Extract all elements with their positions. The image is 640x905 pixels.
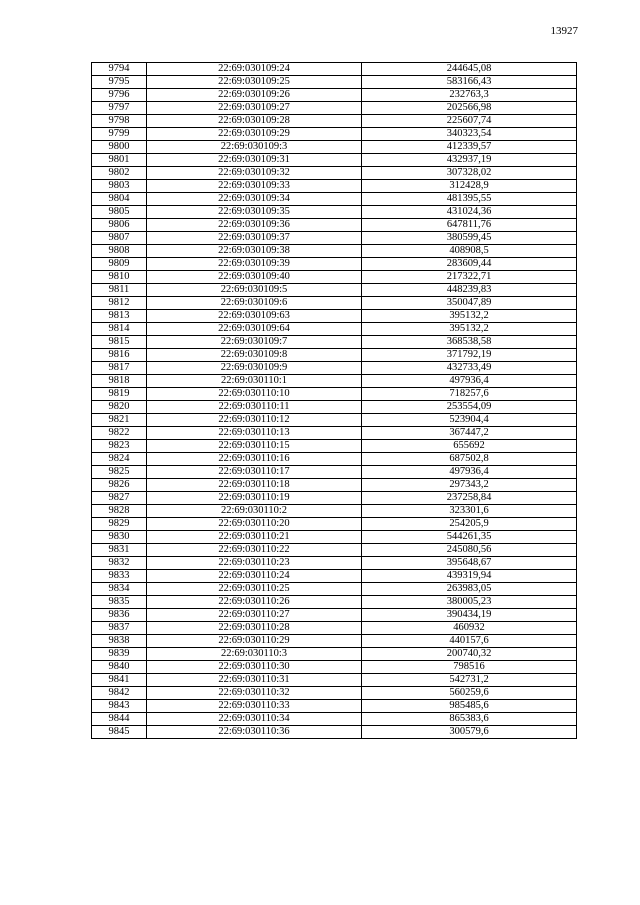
table-row: [92, 505, 577, 518]
row-number-cell: 9795: [92, 76, 147, 89]
cadastral-number-cell: 22:69:030109:63: [147, 310, 362, 323]
cadastral-number-cell: 22:69:030109:5: [147, 284, 362, 297]
table-row: [92, 245, 577, 258]
row-number-cell: 9845: [92, 726, 147, 739]
table-row: [92, 544, 577, 557]
cadastral-number-cell: 22:69:030110:34: [147, 713, 362, 726]
row-number-cell: 9799: [92, 128, 147, 141]
cadastral-value-cell: 439319,94: [362, 570, 577, 583]
row-number-cell: 9831: [92, 544, 147, 557]
cadastral-value-cell: 412339,57: [362, 141, 577, 154]
cadastral-value-cell: 542731,2: [362, 674, 577, 687]
cadastral-number-cell: 22:69:030110:12: [147, 414, 362, 427]
cadastral-value-cell: 380005,23: [362, 596, 577, 609]
table-row: [92, 167, 577, 180]
cadastral-number-cell: 22:69:030110:15: [147, 440, 362, 453]
cadastral-value-cell: 380599,45: [362, 232, 577, 245]
cadastral-value-cell: 408908,5: [362, 245, 577, 258]
cadastral-number-cell: 22:69:030110:21: [147, 531, 362, 544]
cadastral-number-cell: 22:69:030110:10: [147, 388, 362, 401]
row-number-cell: 9817: [92, 362, 147, 375]
cadastral-number-cell: 22:69:030109:7: [147, 336, 362, 349]
cadastral-value-cell: 367447,2: [362, 427, 577, 440]
row-number-cell: 9842: [92, 687, 147, 700]
cadastral-number-cell: 22:69:030109:3: [147, 141, 362, 154]
table-row: [92, 206, 577, 219]
cadastral-number-cell: 22:69:030110:18: [147, 479, 362, 492]
cadastral-value-cell: 245080,56: [362, 544, 577, 557]
row-number-cell: 9813: [92, 310, 147, 323]
table-row: [92, 700, 577, 713]
cadastral-number-cell: 22:69:030109:32: [147, 167, 362, 180]
table-row: [92, 596, 577, 609]
cadastral-number-cell: 22:69:030109:26: [147, 89, 362, 102]
row-number-cell: 9841: [92, 674, 147, 687]
row-number-cell: 9843: [92, 700, 147, 713]
cadastral-value-cell: 647811,76: [362, 219, 577, 232]
cadastral-value-cell: 583166,43: [362, 76, 577, 89]
row-number-cell: 9815: [92, 336, 147, 349]
table-row: [92, 102, 577, 115]
cadastral-number-cell: 22:69:030109:64: [147, 323, 362, 336]
table-row: [92, 414, 577, 427]
table-row: [92, 674, 577, 687]
row-number-cell: 9826: [92, 479, 147, 492]
table-row: [92, 427, 577, 440]
row-number-cell: 9806: [92, 219, 147, 232]
cadastral-value-cell: 431024,36: [362, 206, 577, 219]
cadastral-value-cell: 371792,19: [362, 349, 577, 362]
row-number-cell: 9825: [92, 466, 147, 479]
row-number-cell: 9794: [92, 63, 147, 76]
table-row: [92, 687, 577, 700]
cadastral-value-cell: 350047,89: [362, 297, 577, 310]
table-row: [92, 63, 577, 76]
cadastral-number-cell: 22:69:030109:25: [147, 76, 362, 89]
cadastral-number-cell: 22:69:030109:37: [147, 232, 362, 245]
table-row: [92, 661, 577, 674]
table-row: [92, 219, 577, 232]
cadastral-value-cell: 217322,71: [362, 271, 577, 284]
cadastral-value-cell: 237258,84: [362, 492, 577, 505]
cadastral-number-cell: 22:69:030109:33: [147, 180, 362, 193]
cadastral-number-cell: 22:69:030110:29: [147, 635, 362, 648]
row-number-cell: 9802: [92, 167, 147, 180]
table-row: [92, 141, 577, 154]
cadastral-value-cell: 460932: [362, 622, 577, 635]
table-row: [92, 336, 577, 349]
row-number-cell: 9808: [92, 245, 147, 258]
row-number-cell: 9821: [92, 414, 147, 427]
cadastral-value-cell: 340323,54: [362, 128, 577, 141]
cadastral-value-cell: 655692: [362, 440, 577, 453]
cadastral-value-cell: 432733,49: [362, 362, 577, 375]
row-number-cell: 9836: [92, 609, 147, 622]
row-number-cell: 9838: [92, 635, 147, 648]
row-number-cell: 9811: [92, 284, 147, 297]
cadastral-value-cell: 395132,2: [362, 323, 577, 336]
cadastral-value-cell: 497936,4: [362, 466, 577, 479]
cadastral-value-cell: 395648,67: [362, 557, 577, 570]
row-number-cell: 9844: [92, 713, 147, 726]
row-number-cell: 9800: [92, 141, 147, 154]
table-row: [92, 401, 577, 414]
cadastral-value-cell: 300579,6: [362, 726, 577, 739]
cadastral-number-cell: 22:69:030110:30: [147, 661, 362, 674]
row-number-cell: 9837: [92, 622, 147, 635]
table-row: [92, 258, 577, 271]
table-row: [92, 180, 577, 193]
cadastral-value-cell: 687502,8: [362, 453, 577, 466]
cadastral-number-cell: 22:69:030110:31: [147, 674, 362, 687]
cadastral-value-cell: 244645,08: [362, 63, 577, 76]
cadastral-number-cell: 22:69:030109:29: [147, 128, 362, 141]
table-row: [92, 622, 577, 635]
table-row: [92, 570, 577, 583]
cadastral-value-cell: 448239,83: [362, 284, 577, 297]
cadastral-number-cell: 22:69:030109:39: [147, 258, 362, 271]
row-number-cell: 9839: [92, 648, 147, 661]
row-number-cell: 9801: [92, 154, 147, 167]
cadastral-value-cell: 232763,3: [362, 89, 577, 102]
table-row: [92, 531, 577, 544]
cadastral-number-cell: 22:69:030110:1: [147, 375, 362, 388]
row-number-cell: 9827: [92, 492, 147, 505]
cadastral-number-cell: 22:69:030109:38: [147, 245, 362, 258]
cadastral-number-cell: 22:69:030109:40: [147, 271, 362, 284]
table-body: [92, 63, 577, 739]
cadastral-number-cell: 22:69:030110:22: [147, 544, 362, 557]
cadastral-value-cell: 523904,4: [362, 414, 577, 427]
cadastral-number-cell: 22:69:030110:11: [147, 401, 362, 414]
cadastral-value-cell: 368538,58: [362, 336, 577, 349]
row-number-cell: 9819: [92, 388, 147, 401]
cadastral-number-cell: 22:69:030110:23: [147, 557, 362, 570]
cadastral-number-cell: 22:69:030110:24: [147, 570, 362, 583]
table-row: [92, 284, 577, 297]
cadastral-value-cell: 985485,6: [362, 700, 577, 713]
cadastral-value-cell: 718257,6: [362, 388, 577, 401]
cadastral-number-cell: 22:69:030110:32: [147, 687, 362, 700]
row-number-cell: 9816: [92, 349, 147, 362]
cadastral-number-cell: 22:69:030109:35: [147, 206, 362, 219]
cadastral-value-cell: 865383,6: [362, 713, 577, 726]
row-number-cell: 9798: [92, 115, 147, 128]
table-row: [92, 492, 577, 505]
cadastral-value-cell: 202566,98: [362, 102, 577, 115]
row-number-cell: 9828: [92, 505, 147, 518]
table-row: [92, 440, 577, 453]
cadastral-number-cell: 22:69:030109:31: [147, 154, 362, 167]
row-number-cell: 9824: [92, 453, 147, 466]
row-number-cell: 9810: [92, 271, 147, 284]
table-row: [92, 557, 577, 570]
table-row: [92, 154, 577, 167]
row-number-cell: 9829: [92, 518, 147, 531]
table-row: [92, 479, 577, 492]
row-number-cell: 9834: [92, 583, 147, 596]
cadastral-value-cell: 481395,55: [362, 193, 577, 206]
table-row: [92, 375, 577, 388]
cadastral-value-cell: 263983,05: [362, 583, 577, 596]
row-number-cell: 9803: [92, 180, 147, 193]
cadastral-value-cell: 544261,35: [362, 531, 577, 544]
table-row: [92, 128, 577, 141]
cadastral-value-cell: 560259,6: [362, 687, 577, 700]
row-number-cell: 9805: [92, 206, 147, 219]
cadastral-number-cell: 22:69:030110:3: [147, 648, 362, 661]
cadastral-value-cell: 323301,6: [362, 505, 577, 518]
table-row: [92, 518, 577, 531]
row-number-cell: 9818: [92, 375, 147, 388]
row-number-cell: 9814: [92, 323, 147, 336]
table-row: [92, 648, 577, 661]
row-number-cell: 9822: [92, 427, 147, 440]
cadastral-value-cell: 307328,02: [362, 167, 577, 180]
cadastral-value-cell: 200740,32: [362, 648, 577, 661]
cadastral-value-cell: 390434,19: [362, 609, 577, 622]
row-number-cell: 9807: [92, 232, 147, 245]
table-row: [92, 115, 577, 128]
row-number-cell: 9830: [92, 531, 147, 544]
page-number: 13927: [550, 25, 578, 37]
row-number-cell: 9797: [92, 102, 147, 115]
cadastral-value-cell: 497936,4: [362, 375, 577, 388]
row-number-cell: 9796: [92, 89, 147, 102]
cadastral-number-cell: 22:69:030110:28: [147, 622, 362, 635]
table-row: [92, 297, 577, 310]
table-row: [92, 713, 577, 726]
cadastral-number-cell: 22:69:030110:20: [147, 518, 362, 531]
table-row: [92, 466, 577, 479]
cadastral-number-cell: 22:69:030110:26: [147, 596, 362, 609]
table-row: [92, 232, 577, 245]
cadastral-value-cell: 312428,9: [362, 180, 577, 193]
row-number-cell: 9835: [92, 596, 147, 609]
table-row: [92, 388, 577, 401]
cadastral-value-cell: 283609,44: [362, 258, 577, 271]
cadastral-number-cell: 22:69:030109:24: [147, 63, 362, 76]
cadastral-number-cell: 22:69:030109:27: [147, 102, 362, 115]
table-row: [92, 635, 577, 648]
cadastral-number-cell: 22:69:030109:36: [147, 219, 362, 232]
row-number-cell: 9840: [92, 661, 147, 674]
row-number-cell: 9832: [92, 557, 147, 570]
row-number-cell: 9809: [92, 258, 147, 271]
row-number-cell: 9812: [92, 297, 147, 310]
cadastral-value-cell: 254205,9: [362, 518, 577, 531]
cadastral-value-cell: 432937,19: [362, 154, 577, 167]
cadastral-number-cell: 22:69:030109:8: [147, 349, 362, 362]
table-row: [92, 323, 577, 336]
cadastral-value-table: [91, 62, 577, 739]
row-number-cell: 9833: [92, 570, 147, 583]
cadastral-number-cell: 22:69:030110:33: [147, 700, 362, 713]
row-number-cell: 9823: [92, 440, 147, 453]
cadastral-number-cell: 22:69:030110:36: [147, 726, 362, 739]
table-row: [92, 583, 577, 596]
cadastral-number-cell: 22:69:030109:28: [147, 115, 362, 128]
cadastral-number-cell: 22:69:030110:25: [147, 583, 362, 596]
cadastral-number-cell: 22:69:030110:13: [147, 427, 362, 440]
cadastral-number-cell: 22:69:030110:16: [147, 453, 362, 466]
cadastral-number-cell: 22:69:030109:9: [147, 362, 362, 375]
cadastral-number-cell: 22:69:030110:27: [147, 609, 362, 622]
table-row: [92, 726, 577, 739]
table-row: [92, 362, 577, 375]
cadastral-value-cell: 440157,6: [362, 635, 577, 648]
table-row: [92, 76, 577, 89]
cadastral-value-cell: 225607,74: [362, 115, 577, 128]
table-row: [92, 609, 577, 622]
table-row: [92, 193, 577, 206]
cadastral-number-cell: 22:69:030109:6: [147, 297, 362, 310]
cadastral-number-cell: 22:69:030110:2: [147, 505, 362, 518]
table-row: [92, 271, 577, 284]
cadastral-value-cell: 395132,2: [362, 310, 577, 323]
cadastral-number-cell: 22:69:030109:34: [147, 193, 362, 206]
table-row: [92, 453, 577, 466]
cadastral-value-cell: 297343,2: [362, 479, 577, 492]
cadastral-number-cell: 22:69:030110:19: [147, 492, 362, 505]
row-number-cell: 9820: [92, 401, 147, 414]
row-number-cell: 9804: [92, 193, 147, 206]
table-row: [92, 89, 577, 102]
table-row: [92, 310, 577, 323]
cadastral-value-cell: 798516: [362, 661, 577, 674]
table-row: [92, 349, 577, 362]
cadastral-number-cell: 22:69:030110:17: [147, 466, 362, 479]
cadastral-value-cell: 253554,09: [362, 401, 577, 414]
